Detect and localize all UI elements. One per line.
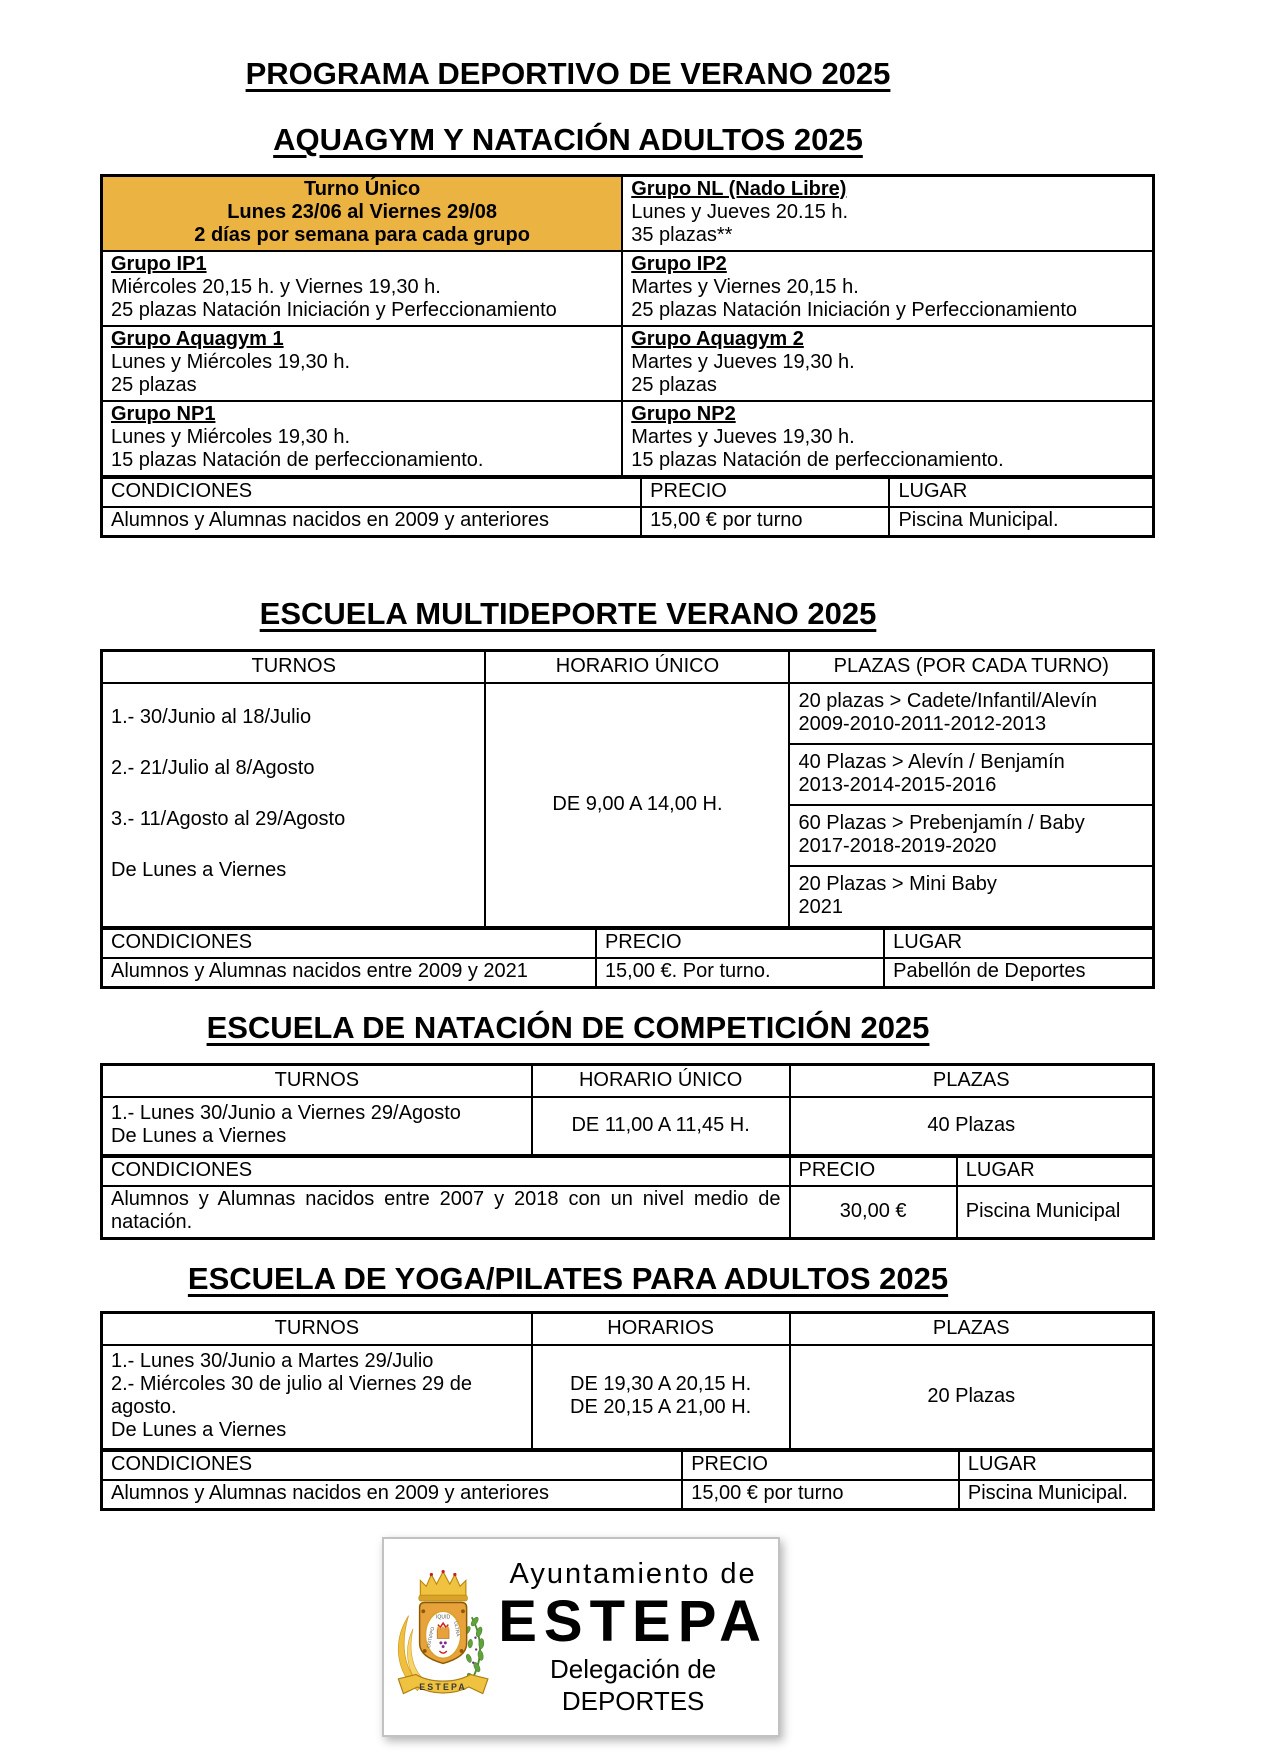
precio-label: PRECIO — [641, 478, 889, 508]
group-name: Grupo Aquagym 2 — [631, 328, 804, 350]
lugar-value: Piscina Municipal. — [959, 1480, 1154, 1510]
group-cell-aquagym2 — [622, 326, 1153, 401]
plazas-cell — [789, 683, 1153, 744]
logo-text-block — [498, 1557, 768, 1717]
group-places: 25 plazas Natación Iniciación y Perfeccionamiento — [631, 299, 1078, 321]
group-cell-np1 — [102, 401, 623, 477]
plazas-header: PLAZAS — [790, 1065, 1154, 1098]
turnos-header: TURNOS — [102, 1313, 532, 1346]
multideporte-table — [100, 649, 1155, 929]
lugar-value: Piscina Municipal. — [889, 507, 1153, 537]
table-header-row — [102, 1313, 1154, 1346]
turno-item: 2.- Miércoles 30 de julio al Viernes 29 de agosto. — [111, 1373, 472, 1418]
lugar-value: Piscina Municipal — [957, 1186, 1154, 1239]
group-places: 15 plazas Natación de perfeccionamiento. — [631, 449, 1004, 471]
group-name: Grupo NP1 — [111, 403, 216, 425]
group-cell-nl — [622, 176, 1153, 252]
section-title-competicion: ESCUELA DE NATACIÓN DE COMPETICIÓN 2025 — [206, 1010, 930, 1045]
ayuntamiento-logo — [382, 1537, 780, 1737]
horario-header: HORARIO ÚNICO — [532, 1065, 790, 1098]
competicion-table — [100, 1063, 1155, 1157]
table-row — [102, 1451, 1154, 1481]
plazas-line: 20 Plazas > Mini Baby — [798, 873, 997, 895]
condiciones-value: Alumnos y Alumnas nacidos en 2009 y anteriores — [102, 507, 642, 537]
turno-line: 2 días por semana para cada grupo — [194, 224, 530, 246]
turnos-header: TURNOS — [102, 1065, 532, 1098]
multideporte-conditions-table — [100, 927, 1155, 989]
crest-banner-text: ESTEPA — [419, 1681, 468, 1692]
group-name: Grupo NL (Nado Libre) — [631, 178, 847, 200]
plazas-years: 2021 — [798, 896, 843, 918]
turno-line: Turno Único — [303, 178, 421, 200]
logo-line-estepa: ESTEPA — [498, 1589, 768, 1654]
plazas-years: 2009-2010-2011-2012-2013 — [798, 713, 1047, 735]
competicion-conditions-table — [100, 1155, 1155, 1240]
horario-header: HORARIOS — [532, 1313, 790, 1346]
plazas-years: 2013-2014-2015-2016 — [798, 774, 997, 796]
yoga-table — [100, 1311, 1155, 1451]
table-row — [102, 958, 1154, 988]
plazas-cell — [789, 744, 1153, 805]
estepa-crest-icon — [388, 1542, 498, 1732]
horario-item: DE 20,15 A 21,00 H. — [570, 1396, 752, 1418]
condiciones-label: CONDICIONES — [102, 1157, 790, 1187]
plazas-line: 60 Plazas > Prebenjamín / Baby — [798, 812, 1085, 834]
table-row — [102, 1345, 1154, 1450]
condiciones-value: Alumnos y Alumnas nacidos en 2009 y anteriores — [102, 1480, 683, 1510]
horario-cell: DE 9,00 A 14,00 H. — [485, 683, 789, 928]
condiciones-label: CONDICIONES — [102, 929, 596, 959]
turno-item: De Lunes a Viernes — [111, 1419, 287, 1441]
table-row — [102, 683, 1154, 744]
logo-line-ayuntamiento: Ayuntamiento de — [509, 1558, 757, 1590]
crest-motto-top: IQUID — [435, 1614, 451, 1621]
condiciones-value: Alumnos y Alumnas nacidos entre 2007 y 2018 con un nivel medio de natación. — [102, 1186, 790, 1239]
group-cell-ip2 — [622, 251, 1153, 326]
turno-item: 3.- 11/Agosto al 29/Agosto — [111, 808, 346, 830]
precio-value: 15,00 € por turno — [641, 507, 889, 537]
plazas-cell — [789, 866, 1153, 928]
group-schedule: Lunes y Miércoles 19,30 h. — [111, 351, 351, 373]
aquagym-conditions-table — [100, 476, 1155, 538]
group-schedule: Martes y Jueves 19,30 h. — [631, 351, 855, 373]
group-places: 25 plazas — [111, 374, 197, 396]
turno-item: De Lunes a Viernes — [111, 1125, 287, 1147]
group-cell-ip1 — [102, 251, 623, 326]
group-schedule: Lunes y Miércoles 19,30 h. — [111, 426, 351, 448]
table-row — [102, 507, 1154, 537]
table-row — [102, 478, 1154, 508]
horario-header: HORARIO ÚNICO — [485, 651, 789, 684]
crest-motto-left: OSTIPPO — [426, 1626, 437, 1649]
group-places: 25 plazas — [631, 374, 717, 396]
aquagym-table — [100, 174, 1155, 478]
turnos-cell — [102, 1097, 532, 1156]
section-title-yoga: ESCUELA DE YOGA/PILATES PARA ADULTOS 2025 — [187, 1261, 949, 1296]
group-schedule: Lunes y Jueves 20.15 h. — [631, 201, 849, 223]
lugar-label: LUGAR — [884, 929, 1153, 959]
plazas-line: 40 Plazas > Alevín / Benjamín — [798, 751, 1065, 773]
group-schedule: Martes y Viernes 20,15 h. — [631, 276, 859, 298]
table-header-row — [102, 1065, 1154, 1098]
lugar-value: Pabellón de Deportes — [884, 958, 1153, 988]
horario-cell: DE 11,00 A 11,45 H. — [532, 1097, 790, 1156]
group-cell-aquagym1 — [102, 326, 623, 401]
turno-item: De Lunes a Viernes — [111, 859, 287, 881]
turno-item: 2.- 21/Julio al 8/Agosto — [111, 757, 315, 779]
group-name: Grupo Aquagym 1 — [111, 328, 284, 350]
group-cell-np2 — [622, 401, 1153, 477]
group-schedule: Martes y Jueves 19,30 h. — [631, 426, 855, 448]
precio-value: 15,00 €. Por turno. — [596, 958, 884, 988]
table-row — [102, 1157, 1154, 1187]
turnos-cell — [102, 683, 486, 928]
turno-line: Lunes 23/06 al Viernes 29/08 — [227, 201, 498, 223]
precio-value: 15,00 € por turno — [682, 1480, 959, 1510]
plazas-cell: 20 Plazas — [790, 1345, 1154, 1450]
crest-motto-right: ULTRA — [452, 1621, 460, 1637]
section-title-multideporte: ESCUELA MULTIDEPORTE VERANO 2025 — [259, 596, 877, 631]
logo-line-delegacion: Delegación de DEPORTES — [550, 1654, 717, 1716]
group-places: 15 plazas Natación de perfeccionamiento. — [111, 449, 484, 471]
precio-label: PRECIO — [682, 1451, 959, 1481]
plazas-cell — [789, 805, 1153, 866]
plazas-cell: 40 Plazas — [790, 1097, 1154, 1156]
table-row — [102, 176, 1154, 252]
group-name: Grupo NP2 — [631, 403, 736, 425]
table-header-row — [102, 651, 1154, 684]
turnos-cell — [102, 1345, 532, 1450]
turno-item: 1.- 30/Junio al 18/Julio — [111, 706, 312, 728]
table-row — [102, 401, 1154, 477]
condiciones-label: CONDICIONES — [102, 1451, 683, 1481]
condiciones-value: Alumnos y Alumnas nacidos entre 2009 y 2021 — [102, 958, 596, 988]
page-title: PROGRAMA DEPORTIVO DE VERANO 2025 — [245, 56, 891, 91]
group-places: 25 plazas Natación Iniciación y Perfeccionamiento — [111, 299, 557, 321]
plazas-years: 2017-2018-2019-2020 — [798, 835, 997, 857]
turno-item: 1.- Lunes 30/Junio a Viernes 29/Agosto — [111, 1102, 461, 1124]
turno-unico-cell — [102, 176, 623, 252]
precio-label: PRECIO — [790, 1157, 957, 1187]
lugar-label: LUGAR — [889, 478, 1153, 508]
table-row — [102, 1480, 1154, 1510]
plazas-header: PLAZAS (POR CADA TURNO) — [789, 651, 1153, 684]
precio-label: PRECIO — [596, 929, 884, 959]
horario-item: DE 19,30 A 20,15 H. — [570, 1373, 752, 1395]
turnos-header: TURNOS — [102, 651, 486, 684]
lugar-label: LUGAR — [959, 1451, 1154, 1481]
horarios-cell — [532, 1345, 790, 1450]
plazas-line: 20 plazas > Cadete/Infantil/Alevín — [798, 690, 1098, 712]
precio-value: 30,00 € — [790, 1186, 957, 1239]
yoga-conditions-table — [100, 1449, 1155, 1511]
lugar-label: LUGAR — [957, 1157, 1154, 1187]
group-name: Grupo IP2 — [631, 253, 727, 275]
group-places: 35 plazas** — [631, 224, 733, 246]
group-name: Grupo IP1 — [111, 253, 207, 275]
section-title-aquagym: AQUAGYM Y NATACIÓN ADULTOS 2025 — [273, 122, 863, 157]
plazas-header: PLAZAS — [790, 1313, 1154, 1346]
table-row — [102, 1186, 1154, 1239]
table-row — [102, 251, 1154, 326]
turno-item: 1.- Lunes 30/Junio a Martes 29/Julio — [111, 1350, 434, 1372]
table-row — [102, 326, 1154, 401]
group-schedule: Miércoles 20,15 h. y Viernes 19,30 h. — [111, 276, 441, 298]
table-row — [102, 1097, 1154, 1156]
condiciones-label: CONDICIONES — [102, 478, 642, 508]
table-row — [102, 929, 1154, 959]
